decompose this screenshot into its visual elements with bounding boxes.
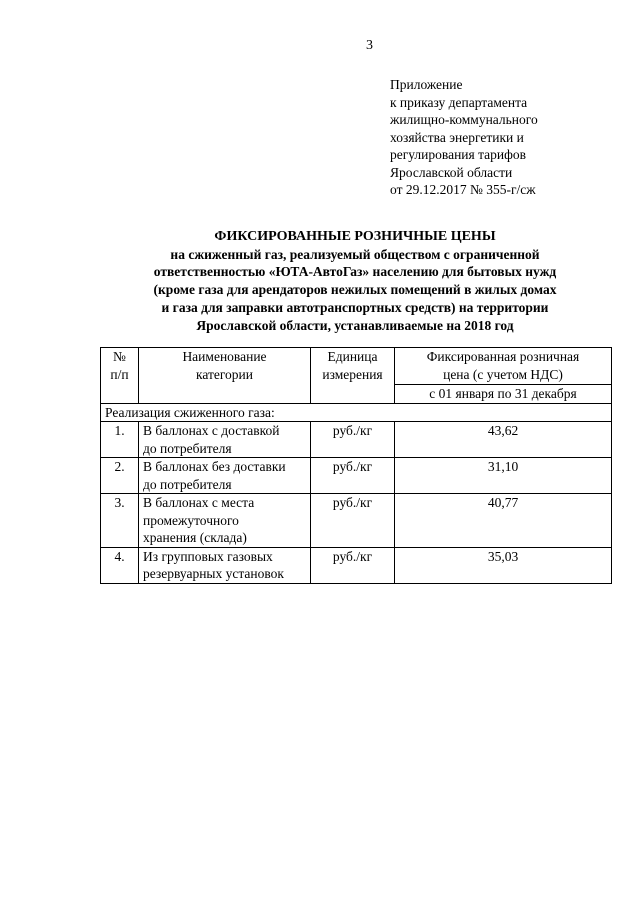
row-price: 40,77 <box>395 494 612 548</box>
row-num: 1. <box>101 422 139 458</box>
document-title <box>100 228 610 334</box>
header-text: измерения <box>322 366 383 382</box>
row-name-line: В баллонах без доставки <box>143 459 286 474</box>
title-line: Ярославской области, устанавливаемые на 2018 год <box>196 317 514 333</box>
title-line: на сжиженный газ, реализуемый обществом с ограниченной <box>170 246 540 262</box>
page-number: 3 <box>366 38 373 53</box>
header-num <box>101 348 139 404</box>
section-row <box>101 403 612 422</box>
row-name <box>139 494 311 548</box>
row-num: 2. <box>101 458 139 494</box>
header-price <box>395 348 612 385</box>
row-name-line: В баллонах с места <box>143 495 255 510</box>
row-name <box>139 458 311 494</box>
table-row <box>101 547 612 583</box>
row-name-line: до потребителя <box>143 476 232 492</box>
header-text: Единица <box>327 349 378 364</box>
row-name <box>139 422 311 458</box>
row-name-line: В баллонах с доставкой <box>143 423 280 438</box>
row-name-line: промежуточного <box>143 512 239 528</box>
appendix-line: Ярославской области <box>390 164 513 180</box>
table-row <box>101 458 612 494</box>
title-line: и газа для заправки автотранспортных средств) на территории <box>161 299 549 315</box>
row-unit: руб./кг <box>311 422 395 458</box>
appendix-line: хозяйства энергетики и <box>390 129 524 145</box>
header-text: цена (с учетом НДС) <box>443 366 563 382</box>
header-unit <box>311 348 395 404</box>
header-period: с 01 января по 31 декабря <box>395 385 612 404</box>
row-price: 43,62 <box>395 422 612 458</box>
row-unit: руб./кг <box>311 494 395 548</box>
table-row <box>101 494 612 548</box>
table-row <box>101 422 612 458</box>
appendix-line: Приложение <box>390 77 463 92</box>
title-line: ответственностью «ЮТА-АвтоГаз» населению для бытовых нужд <box>153 264 557 280</box>
title-line: (кроме газа для арендаторов нежилых помещений в жилых домах <box>153 282 557 298</box>
header-name <box>139 348 311 404</box>
row-unit: руб./кг <box>311 547 395 583</box>
row-name-line: Из групповых газовых <box>143 548 273 564</box>
row-name-line: до потребителя <box>143 440 232 456</box>
appendix-line: жилищно-коммунального <box>390 112 538 127</box>
header-text: Наименование <box>182 349 267 364</box>
header-text: категории <box>195 366 254 382</box>
appendix-line: от 29.12.2017 № 355-г/сж <box>390 182 536 197</box>
appendix-line: регулирования тарифов <box>390 147 527 162</box>
row-unit: руб./кг <box>311 458 395 494</box>
header-text: Фиксированная розничная <box>426 349 580 364</box>
title-main: ФИКСИРОВАННЫЕ РОЗНИЧНЫЕ ЦЕНЫ <box>214 229 496 244</box>
row-name-line: резервуарных установок <box>143 566 284 581</box>
row-price: 35,03 <box>395 547 612 583</box>
table-header-row <box>101 348 612 385</box>
row-price: 31,10 <box>395 458 612 494</box>
appendix-line: к приказу департамента <box>390 94 528 110</box>
appendix-block <box>390 76 538 199</box>
row-name <box>139 547 311 583</box>
row-name-line: хранения (склада) <box>143 530 247 545</box>
row-num: 4. <box>101 547 139 583</box>
header-text: № <box>113 349 126 364</box>
section-label: Реализация сжиженного газа: <box>101 403 612 422</box>
row-num: 3. <box>101 494 139 548</box>
header-text: п/п <box>110 366 129 382</box>
price-table <box>100 347 612 584</box>
